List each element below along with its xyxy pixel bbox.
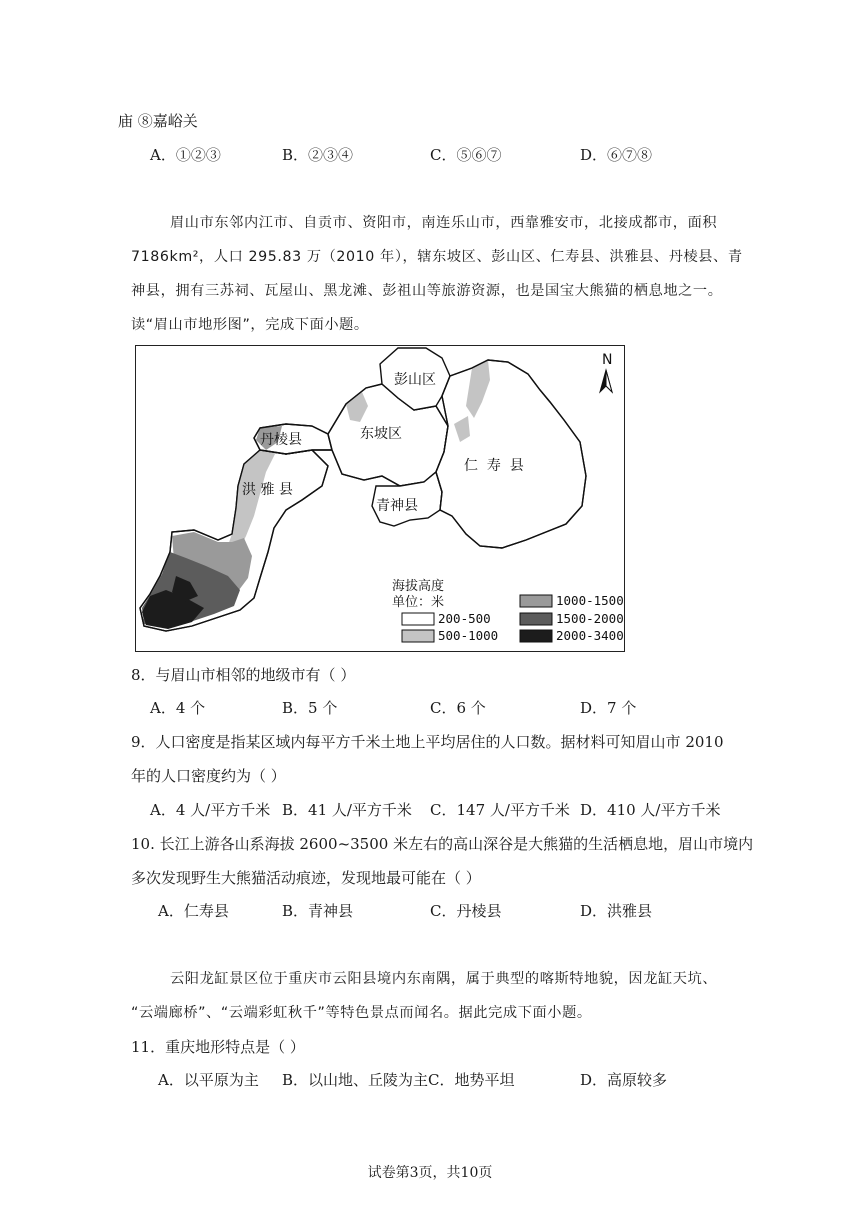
option-c: C．⑤⑥⑦	[430, 146, 502, 164]
passage2-line: 云阳龙缸景区位于重庆市云阳县境内东南隅，属于典型的喀斯特地貌，因龙缸天坑、	[170, 971, 718, 987]
q9-stem-line1: 9．人口密度是指某区域内每平方千米土地上平均居住的人口数。据材料可知眉山市 2010	[131, 733, 724, 751]
legend-label-1500-2000: 1500-2000	[556, 611, 624, 626]
q10-option-c: C．丹棱县	[430, 902, 502, 920]
q8-option-d: D．7 个	[580, 699, 637, 717]
q11-option-d: D．高原较多	[580, 1071, 668, 1089]
q11-option-c: C．地势平坦	[428, 1071, 515, 1089]
passage1-line: 7186km²，人口 295.83 万（2010 年），辖东坡区、彭山区、仁寿县、洪雅县、丹棱县、青	[131, 249, 743, 265]
label-danling: 丹棱县	[260, 432, 302, 448]
q8-stem: 8．与眉山市相邻的地级市有（ ）	[131, 666, 356, 684]
label-qingshen: 青神县	[376, 498, 418, 514]
q9-option-b: B．41 人/平方千米	[282, 801, 412, 819]
option-b: B．②③④	[282, 146, 354, 164]
q10-option-b: B．青神县	[282, 902, 354, 920]
label-dongpo: 东坡区	[360, 426, 402, 442]
terrain-map	[135, 345, 625, 652]
legend-swatch-200-500	[402, 613, 434, 625]
passage1-line: 读“眉山市地形图”，完成下面小题。	[131, 317, 369, 333]
legend-label-1000-1500: 1000-1500	[556, 593, 624, 608]
q8-option-c: C．6 个	[430, 699, 486, 717]
renshou-region	[436, 360, 586, 548]
elevation-legend	[392, 578, 624, 643]
q11-option-a: A．以平原为主	[158, 1071, 259, 1089]
option-a: A．①②③	[150, 146, 221, 164]
q9-stem-line2: 年的人口密度约为（ ）	[131, 767, 286, 785]
q8-option-b: B．5 个	[282, 699, 338, 717]
q10-stem-line2: 多次发现野生大熊猫活动痕迹，发现地最可能在（ ）	[131, 869, 481, 887]
q9-option-a: A．4 人/平方千米	[150, 801, 271, 819]
label-pengshan: 彭山区	[394, 372, 436, 388]
legend-swatch-1500-2000	[520, 613, 552, 625]
north-label: N	[602, 352, 613, 368]
label-renshou: 仁 寿 县	[464, 458, 524, 474]
terrain-map-svg	[136, 346, 624, 651]
q10-option-a: A．仁寿县	[158, 902, 229, 920]
q11-stem: 11．重庆地形特点是（ ）	[131, 1038, 305, 1056]
q10-option-d: D．洪雅县	[580, 902, 653, 920]
question-continuation: 庙 ⑧嘉峪关	[118, 112, 198, 130]
q8-option-a: A．4 个	[150, 699, 206, 717]
label-hongya: 洪 雅 县	[242, 482, 293, 498]
passage2-line: “云端廊桥”、“云端彩虹秋千”等特色景点而闻名。据此完成下面小题。	[131, 1005, 592, 1021]
passage1-line: 神县，拥有三苏祠、瓦屋山、黑龙滩、彭祖山等旅游资源，也是国宝大熊猫的栖息地之一。	[131, 283, 723, 299]
q11-option-b: B．以山地、丘陵为主	[282, 1071, 429, 1089]
q10-stem-line1: 10. 长江上游各山系海拔 2600~3500 米左右的高山深谷是大熊猫的生活栖息地，眉山市境内	[131, 835, 754, 853]
legend-label-500-1000: 500-1000	[438, 628, 499, 643]
passage1-line: 眉山市东邻内江市、自贡市、资阳市，南连乐山市，西靠雅安市，北接成都市，面积	[170, 215, 718, 231]
legend-unit: 单位：米	[392, 595, 445, 610]
legend-swatch-500-1000	[402, 630, 434, 642]
q9-option-d: D．410 人/平方千米	[580, 801, 721, 819]
legend-swatch-1000-1500	[520, 595, 552, 607]
legend-label-200-500: 200-500	[438, 611, 491, 626]
option-d: D．⑥⑦⑧	[580, 146, 653, 164]
page-footer: 试卷第3页，共10页	[367, 1165, 493, 1181]
legend-swatch-2000-3400	[520, 630, 552, 642]
legend-title: 海拔高度	[392, 579, 445, 594]
q9-option-c: C．147 人/平方千米	[430, 801, 570, 819]
legend-label-2000-3400: 2000-3400	[556, 628, 624, 643]
